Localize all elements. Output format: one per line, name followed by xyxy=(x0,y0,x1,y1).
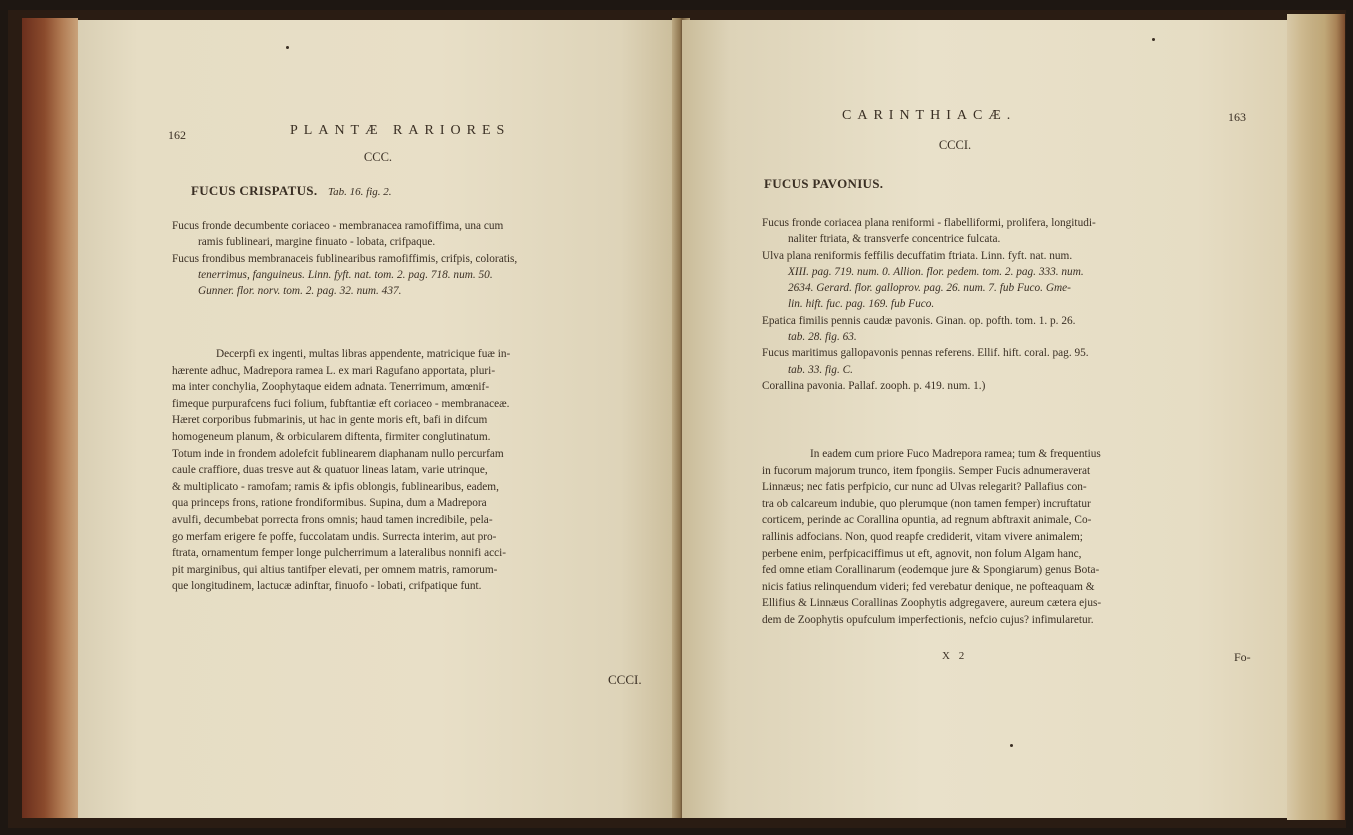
body-paragraph xyxy=(172,346,664,595)
paragraph-line: homogeneum planum, & orbicularem diftenta, firmiter conglutinatum. xyxy=(172,430,491,443)
description-line: lin. hift. fuc. pag. 169. fub Fuco. xyxy=(788,298,935,311)
paragraph-line: tra ob calcareum indubie, quo plerumque (non tamen femper) incruftatur xyxy=(762,497,1091,510)
right-page xyxy=(682,20,1287,818)
paragraph-line: Hæret corporibus fubmarinis, ut hac in gente moris eft, bafi in difcum xyxy=(172,414,488,427)
foxing-spot xyxy=(286,46,289,49)
paragraph-line: hærente adhuc, Madrepora ramea L. ex mari Ragufano apportata, pluri- xyxy=(172,364,496,377)
species-reference: Tab. 16. fig. 2. xyxy=(328,186,392,198)
description-block xyxy=(172,218,672,299)
description-line: ramis fublineari, margine finuato - lobata, crifpaque. xyxy=(198,236,436,249)
running-head: CARINTHIACÆ. xyxy=(842,108,1017,123)
description-block xyxy=(762,215,1272,394)
description-line: Ulva plana reniformis feffilis decuffatim ftriata. Linn. fyft. nat. num. xyxy=(762,249,1073,262)
page-number: 162 xyxy=(168,128,186,142)
description-line: naliter ftriata, & transverfe concentrice fulcata. xyxy=(788,233,1001,246)
paragraph-line: caule craffiore, duas tresve aut & quatuor lineas latam, varie utrinque, xyxy=(172,464,488,477)
description-line: tab. 28. fig. 63. xyxy=(788,331,857,344)
paragraph-line: In eadem cum priore Fuco Madrepora ramea; tum & frequentius xyxy=(810,448,1101,460)
signature-mark: X 2 xyxy=(942,650,968,662)
species-heading xyxy=(191,183,392,199)
paragraph-line: Decerpfi ex ingenti, multas libras appendente, matricique fuæ in- xyxy=(216,348,511,360)
paragraph-line: Totum inde in frondem adolefcit fublinearem diaphanam nullo percurfam xyxy=(172,447,504,460)
description-line: Gunner. flor. norv. tom. 2. pag. 32. num. 437. xyxy=(198,285,402,298)
paragraph-line: pit marginibus, qui altius tantifper elevati, per omnem matris, ramorum- xyxy=(172,563,498,576)
book-cover-left-edge xyxy=(22,18,78,818)
paragraph-line: perbene enim, perfpicaciffimus ut eft, agnovit, non folum Algam hanc, xyxy=(762,547,1082,560)
paragraph-line: fed omne etiam Corallinarum (eodemque jure & Spongiarum) genus Bota- xyxy=(762,564,1100,577)
paragraph-line: ftrata, ornamentum femper longe pulcherrimum a lateralibus nonnifi acci- xyxy=(172,547,507,560)
description-line: Corallina pavonia. Pallaf. zooph. p. 419. num. 1.) xyxy=(762,379,986,392)
paragraph-line: nicis fatius relinquendum videri; fed verebatur denique, ne pofteaquam & xyxy=(762,580,1095,593)
body-paragraph xyxy=(762,446,1264,629)
left-page xyxy=(78,20,680,818)
paragraph-line: avulfi, decumbebat porrecta frons omnis; haud tamen incredibile, pela- xyxy=(172,513,493,526)
paragraph-line: Ellifius & Linnæus Corallinas Zoophytis adgregavere, aureum cætera ejus- xyxy=(762,597,1102,610)
description-line: Epatica fimilis pennis caudæ pavonis. Ginan. op. pofth. tom. 1. p. 26. xyxy=(762,314,1076,327)
description-line: 2634. Gerard. flor. galloprov. pag. 26. num. 7. fub Fuco. Gme- xyxy=(788,282,1071,295)
description-line: Fucus fronde decumbente coriaceo - membranacea ramofiffima, una cum xyxy=(172,220,504,232)
page-number: 163 xyxy=(1228,110,1246,124)
paragraph-line: que longitudinem, lactucæ adinftar, finuofo - lobati, crifpatique funt. xyxy=(172,580,482,593)
paragraph-line: qua princeps frons, ratione frondiformibus. Supina, dum a Madrepora xyxy=(172,497,487,510)
description-line: tenerrimus, fanguineus. Linn. fyft. nat. tom. 2. pag. 718. num. 50. xyxy=(198,268,493,281)
paragraph-line: rallinis adfocians. Non, quod reapfe crediderit, vitam vivere animalem; xyxy=(762,530,1083,543)
paragraph-line: in fucorum majorum trunco, item fpongiis. Semper Fucis adnumeraverat xyxy=(762,464,1091,477)
description-line: tab. 33. fig. C. xyxy=(788,363,853,376)
section-number: CCC. xyxy=(363,150,393,164)
paragraph-line: Linnæus; nec fatis perfpicio, cur nunc ad Ulvas relegarit? Pallafius con- xyxy=(762,481,1087,494)
paragraph-line: & multiplicato - ramofam; ramis & ipfis oblongis, fublinearibus, eadem, xyxy=(172,480,499,493)
paragraph-line: dem de Zoophytis opufculum imperfectionis, nefcio cujus? infimularetur. xyxy=(762,613,1094,626)
description-line: XIII. pag. 719. num. 0. Allion. flor. pedem. tom. 2. pag. 333. num. xyxy=(788,265,1084,278)
paragraph-line: ma inter conchylia, Zoophytaque eidem adnata. Tenerrimum, amœnif- xyxy=(172,381,490,394)
species-title: FUCUS PAVONIUS. xyxy=(764,176,884,191)
description-line: Fucus frondibus membranaceis fublinearibus ramofiffimis, crifpis, coloratis, xyxy=(172,252,518,265)
foxing-spot xyxy=(1010,744,1013,747)
section-number: CCCI. xyxy=(938,138,972,152)
catchword: CCCI. xyxy=(608,672,642,687)
species-title: FUCUS CRISPATUS. xyxy=(191,183,318,198)
foxing-spot xyxy=(1152,38,1155,41)
paragraph-line: go merfam erigere fe poffe, fuccolatam undis. Surrecta interim, aut pro- xyxy=(172,530,497,543)
paragraph-line: corticem, perinde ac Corallina opuntia, ad regnum abftraxit animale, Co- xyxy=(762,514,1092,527)
catchword: Fo- xyxy=(1234,650,1251,664)
paragraph-line: fimeque purpurafcens fuci folium, fubftantiæ eft coriaceo - membranaceæ. xyxy=(172,397,510,410)
running-head: PLANTÆ RARIORES xyxy=(290,123,511,138)
description-line: Fucus fronde coriacea plana reniformi - flabelliformi, prolifera, longitudi- xyxy=(762,217,1096,229)
book-page-edges-right xyxy=(1287,14,1345,820)
description-line: Fucus maritimus gallopavonis pennas referens. Ellif. hift. coral. pag. 95. xyxy=(762,347,1089,360)
